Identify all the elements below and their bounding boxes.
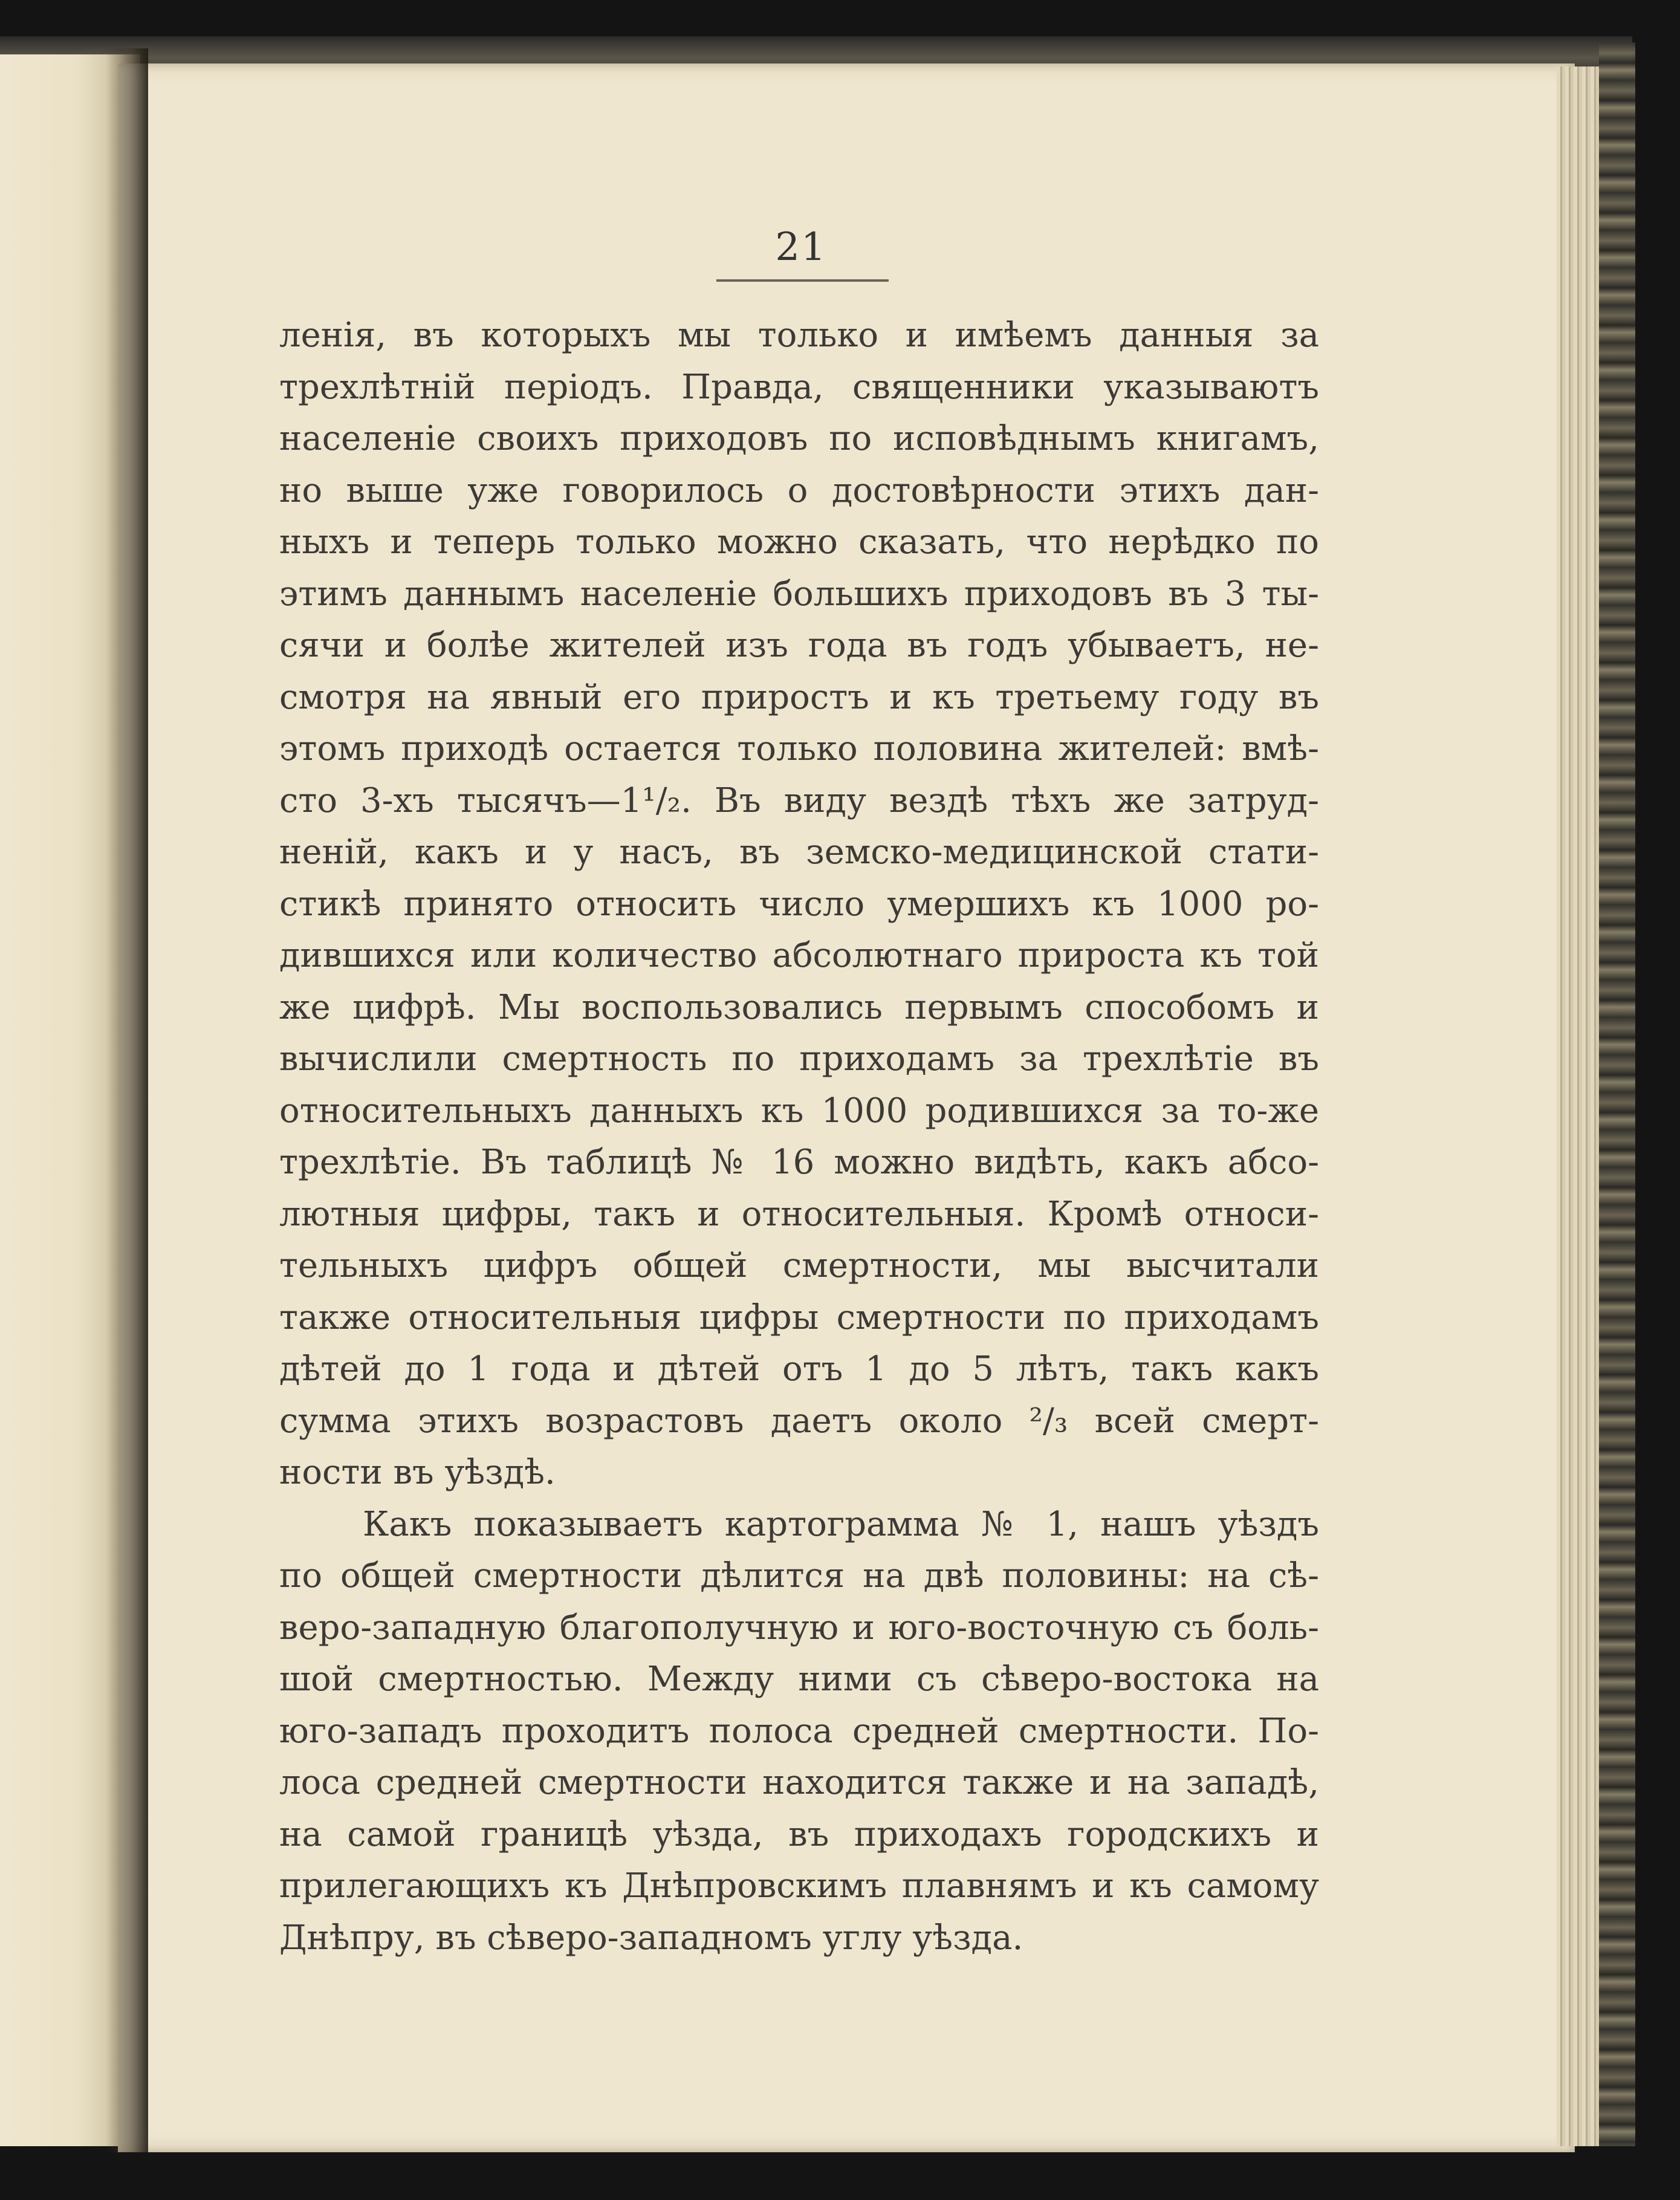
text-line: относительныхъ данныхъ къ 1000 родившихся за то-же: [279, 1091, 1319, 1131]
text-line: этимъ даннымъ населеніе большихъ приходовъ въ 3 ты-: [279, 574, 1319, 614]
text-line: стикѣ принято относить число умершихъ къ 1000 ро-: [279, 884, 1319, 924]
text-line: ленія, въ которыхъ мы только и имѣемъ данныя за: [279, 316, 1319, 355]
page-number: 21: [775, 225, 827, 270]
text-line: сто 3-хъ тысячъ—1¹/₂. Въ виду вездѣ тѣхъ же затруд-: [279, 781, 1319, 820]
page-number-rule: [716, 279, 889, 282]
book-cover-side-edge: [1599, 42, 1635, 2146]
text-line: ности въ уѣздѣ.: [279, 1453, 556, 1492]
page-block-edges: [1557, 67, 1599, 2146]
text-line: Днѣпру, въ сѣверо-западномъ углу уѣзда.: [279, 1918, 1023, 1958]
text-line: прилегающихъ къ Днѣпровскимъ плавнямъ и къ самому: [279, 1866, 1319, 1906]
text-line: трехлѣтній періодъ. Правда, священники указываютъ: [279, 368, 1319, 407]
text-line: лоса средней смертности находится также и на западѣ,: [279, 1763, 1319, 1802]
text-line: Какъ показываетъ картограмма № 1, нашъ уѣздъ: [363, 1505, 1319, 1544]
text-line: этомъ приходѣ остается только половина жителей: вмѣ-: [279, 729, 1319, 768]
gutter-shadow: [106, 48, 148, 2152]
text-line: сячи и болѣе жителей изъ года въ годъ убываетъ, не-: [279, 626, 1319, 665]
text-line: шой смертностью. Между ними съ сѣверо-востока на: [279, 1660, 1319, 1699]
text-line: населеніе своихъ приходовъ по исповѣднымъ книгамъ,: [279, 419, 1319, 458]
text-line: смотря на явный его приростъ и къ третьему году въ: [279, 678, 1319, 717]
text-line: трехлѣтіе. Въ таблицѣ № 16 можно видѣть, какъ абсо-: [279, 1143, 1319, 1182]
text-line: лютныя цифры, такъ и относительныя. Кромѣ относи-: [279, 1195, 1319, 1234]
text-line: на самой границѣ уѣзда, въ приходахъ городскихъ и: [279, 1815, 1319, 1854]
text-line: дившихся или количество абсолютнаго прироста къ той: [279, 936, 1319, 975]
text-line: неній, какъ и у насъ, въ земско-медицинской стати-: [279, 832, 1319, 872]
text-line: тельныхъ цифръ общей смертности, мы высчитали: [279, 1246, 1319, 1285]
text-line: же цифрѣ. Мы воспользовались первымъ способомъ и: [279, 988, 1319, 1027]
text-line: по общей смертности дѣлится на двѣ половины: на сѣ-: [279, 1556, 1319, 1595]
text-line: сумма этихъ возрастовъ даетъ около ²/₃ всей смерт-: [279, 1401, 1319, 1441]
text-line: вычислили смертность по приходамъ за трехлѣтіе въ: [279, 1039, 1319, 1079]
text-line: но выше уже говорилось о достовѣрности этихъ дан-: [279, 471, 1319, 510]
text-line: веро-западную благополучную и юго-восточную съ боль-: [279, 1608, 1319, 1647]
text-line: юго-западъ проходитъ полоса средней смертности. По-: [279, 1712, 1319, 1751]
text-line: дѣтей до 1 года и дѣтей отъ 1 до 5 лѣтъ, такъ какъ: [279, 1349, 1319, 1389]
text-line: также относительныя цифры смертности по приходамъ: [279, 1298, 1319, 1337]
text-line: ныхъ и теперь только можно сказать, что нерѣдко по: [279, 522, 1319, 562]
